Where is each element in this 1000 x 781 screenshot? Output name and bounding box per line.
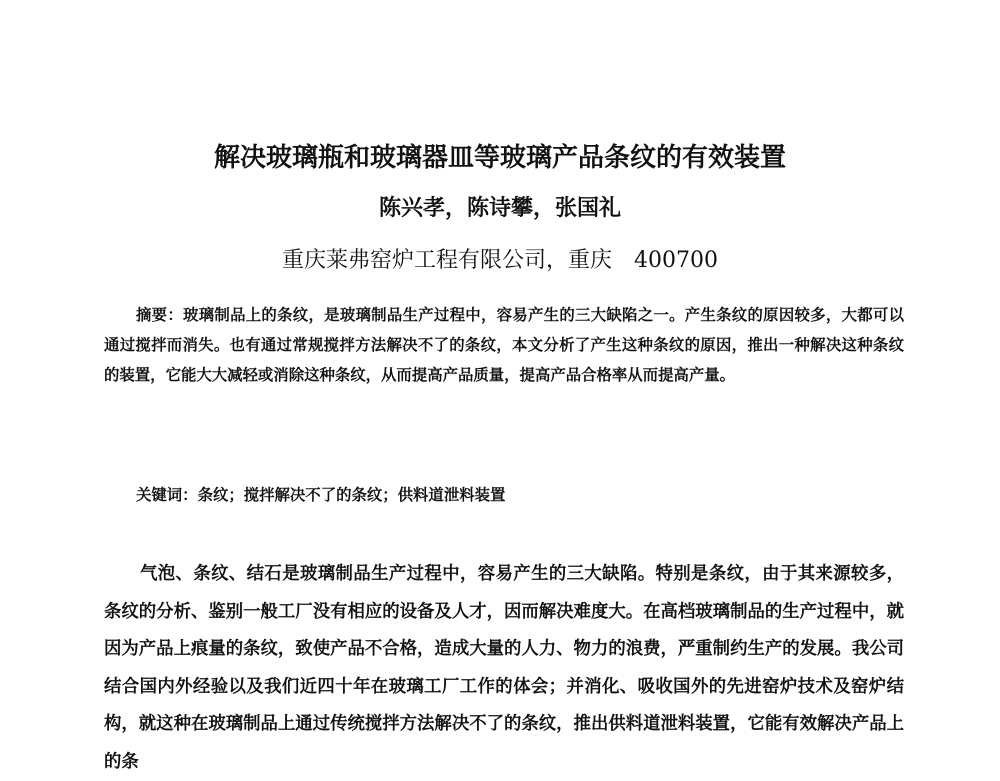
- abstract-text: 摘要：玻璃制品上的条纹，是玻璃制品生产过程中，容易产生的三大缺陷之一。产生条纹的原因较多，大都可以通过搅拌而消失。也有通过常规搅拌方法解决不了的条纹，本文分析了产生这种条纹的原因，推出一种解决这种条纹的装置，它能大大减轻或消除这种条纹，从而提高产品质量，提高产品合格率从而提高产量。: [104, 306, 904, 384]
- keywords: 关键词：条纹；搅拌解决不了的条纹；供料道泄料装置: [136, 486, 506, 504]
- body-section: [104, 556, 904, 781]
- affiliation-name: 重庆莱弗窑炉工程有限公司，重庆: [282, 248, 613, 273]
- body-paragraph: 气泡、条纹、结石是玻璃制品生产过程中，容易产生的三大缺陷。特别是条纹，由于其来源较多，条纹的分析、鉴别一般工厂没有相应的设备及人才，因而解决难度大。在高档玻璃制品的生产过程中，就因为产品上痕量的条纹，致使产品不合格，造成大量的人力、物力的浪费，严重制约生产的发展。我公司结合国内外经验以及我们近四十年在玻璃工厂工作的体会；并消化、吸收国外的先进窑炉技术及窑炉结构，就这种在玻璃制品上通过传统搅拌方法解决不了的条纹，推出供料道泄料装置，它能有效解决产品上的条: [104, 564, 904, 772]
- author-list: 陈兴孝，陈诗攀，张国礼: [378, 196, 621, 221]
- paper-title: 解决玻璃瓶和玻璃器皿等玻璃产品条纹的有效装置: [213, 143, 786, 173]
- affiliation: [0, 244, 1000, 278]
- abstract: [104, 300, 904, 390]
- postcode: 400700: [634, 248, 718, 273]
